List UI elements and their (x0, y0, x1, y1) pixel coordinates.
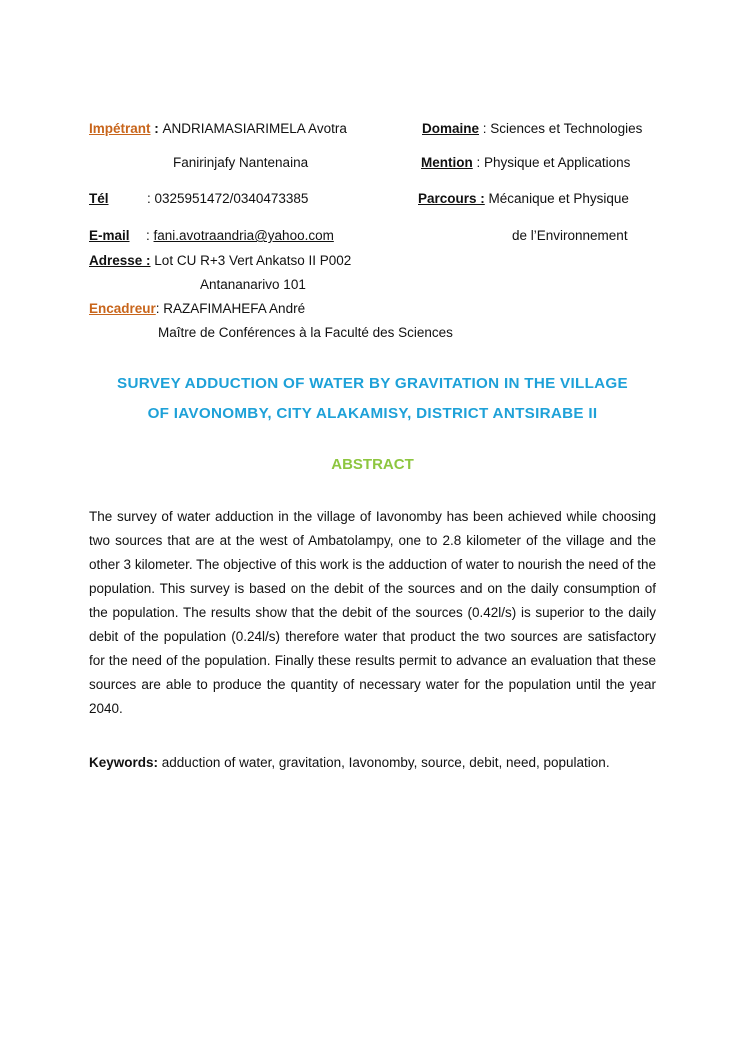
encadreur-label: Encadreur (89, 301, 156, 316)
parcours-line2: de l’Environnement (512, 228, 628, 243)
tel-value: : 0325951472/0340473385 (147, 191, 309, 206)
adresse-label: Adresse : (89, 253, 151, 268)
parcours-line1: Mécanique et Physique (488, 191, 629, 206)
domaine-line (422, 121, 642, 137)
email-sep: : (146, 228, 150, 243)
adresse-line (89, 253, 351, 269)
impetrant-name: ANDRIAMASIARIMELA Avotra (162, 121, 347, 136)
keywords-line (89, 755, 610, 771)
mention-label: Mention (421, 155, 473, 170)
title-line1: SURVEY ADDUCTION OF WATER BY GRAVITATION IN THE VILLAGE (117, 375, 628, 392)
abstract-heading: ABSTRACT (331, 456, 414, 473)
encadreur-title: Maître de Conférences à la Faculté des Sciences (158, 325, 453, 340)
mention-line (421, 155, 630, 171)
adresse-line1: Lot CU R+3 Vert Ankatso II P002 (154, 253, 352, 268)
keywords-label: Keywords: (89, 755, 159, 770)
email-label-wrap (89, 228, 130, 244)
tel-label-wrap (89, 191, 109, 207)
title-line2: OF IAVONOMBY, CITY ALAKAMISY, DISTRICT ANTSIRABE II (147, 405, 598, 422)
parcours-label: Parcours : (418, 191, 485, 206)
parcours-line (418, 191, 629, 207)
domaine-label: Domaine (422, 121, 480, 136)
abstract-body: The survey of water adduction in the village of Iavonomby has been achieved while choosing two sources that are at the west of Ambatolampy, one to 2.8 kilometer of the village and the other 3 kilometer. The objective of this work is the adduction of water to nourish the need of the population. This survey is based on the debit of the sources and on the daily consumption of the population. The results show that the debit of the sources (0.42l/s) is superior to the daily debit of the population (0.24l/s) therefore water that product the two sources are satisfactory for the need of the population. Finally these results permit to advance an evaluation that these sources are able to produce the quantity of necessary water for the population until the year 2040. (89, 509, 656, 716)
impetrant-sep: : (150, 121, 163, 136)
tel-label: Tél (89, 191, 109, 206)
impetrant-line (89, 121, 347, 137)
keywords-value: adduction of water, gravitation, Iavonomby, source, debit, need, population. (158, 755, 610, 770)
domaine-value: : Sciences et Technologies (482, 121, 643, 136)
encadreur-line (89, 301, 305, 317)
impetrant-label: Impétrant (89, 121, 151, 136)
email-label: E-mail (89, 228, 130, 243)
impetrant-name-line2: Fanirinjafy Nantenaina (173, 155, 309, 170)
email-line (146, 228, 334, 244)
mention-value: : Physique et Applications (476, 155, 631, 170)
email-link[interactable]: fani.avotraandria@yahoo.com (153, 228, 334, 243)
adresse-line2: Antananarivo 101 (200, 277, 306, 292)
encadreur-value: : RAZAFIMAHEFA André (155, 301, 306, 316)
